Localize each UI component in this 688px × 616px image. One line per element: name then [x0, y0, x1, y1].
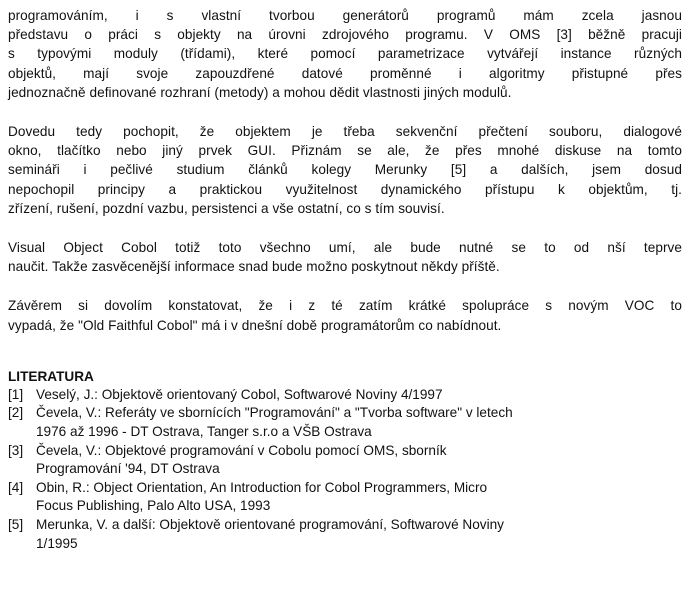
text-line: jednoznačně definované rozhraní (metody) a mohou dědit vlastnosti jiných modulů.: [8, 84, 512, 100]
reference-text-continued: Focus Publishing, Palo Alto USA, 1993: [36, 498, 271, 514]
paragraph-4: [8, 296, 682, 334]
text-line: programováním, i s vlastní tvorbou generátorů programů mám zcela jasnou: [8, 8, 682, 23]
text-line: okno, tlačítko nebo jiný prvek GUI. Přiznám se ale, že přes mnohé diskuse na tomto: [8, 143, 682, 159]
reference-item: [8, 516, 682, 553]
text-line: zřízení, rušení, pozdní vazbu, persistenci a vše ostatní, co s tím souvisí.: [8, 200, 445, 216]
reference-text-continued: 1/1995: [36, 535, 78, 551]
reference-number: [1]: [8, 386, 24, 402]
paragraph-spacer: [8, 276, 682, 296]
text-line: Závěrem si dovolím konstatovat, že i z té zatím krátké spolupráce s novým VOC to: [8, 298, 682, 314]
text-line: představu o práci s objekty na úrovni zdrojového programu. V OMS [3] běžně pracuji: [8, 27, 682, 43]
text-line: Dovedu tedy pochopit, že objektem je třeba sekvenční přečtení souboru, dialogové: [8, 124, 682, 140]
text-line: vypadá, že "Old Faithful Cobol" má i v dnešní době programátorům co nabídnout.: [8, 317, 502, 333]
reference-item: [8, 386, 682, 405]
reference-item: [8, 404, 682, 441]
text-line: Visual Object Cobol totiž toto všechno umí, ale bude nutné se to od nší teprve: [8, 240, 682, 256]
reference-text-continued: Programování '94, DT Ostrava: [36, 461, 220, 477]
reference-text: Veselý, J.: Objektově orientovaný Cobol, Softwarové Noviny 4/1997: [36, 386, 443, 402]
section-spacer: [8, 335, 682, 367]
text-line: s typovými moduly (třídami), které pomocí parametrizace vytvářejí instance různých: [8, 46, 682, 62]
paragraph-spacer: [8, 102, 682, 122]
reference-number: [5]: [8, 517, 24, 532]
reference-text: Obin, R.: Object Orientation, An Introduction for Cobol Programmers, Micro: [36, 479, 488, 495]
text-line: objektů, mají svoje zapouzdřené datové proměnné i algoritmy přistupné přes: [8, 65, 682, 81]
reference-number: [3]: [8, 442, 24, 458]
paragraph-1: [8, 6, 682, 102]
reference-text-continued: 1976 až 1996 - DT Ostrava, Tanger s.r.o a VŠB Ostrava: [36, 424, 372, 440]
text-line: naučit. Takže zasvěcenější informace snad bude možno poskytnout někdy příště.: [8, 259, 500, 275]
reference-number: [4]: [8, 479, 24, 495]
paragraph-2: [8, 122, 682, 218]
reference-item: [8, 442, 682, 479]
reference-text: Merunka, V. a další: Objektově orientované programování, Softwarové Noviny: [36, 517, 504, 532]
reference-text: Čevela, V.: Referáty ve sbornících "Programování" a "Tvorba software" v letech: [36, 405, 513, 421]
literature-heading: LITERATURA: [8, 368, 94, 384]
reference-list: [8, 386, 682, 553]
text-line: semináři i pečlivé studium článků kolegy Merunky [5] a dalších, jsem dosud: [8, 162, 682, 178]
text-line: nepochopil principy a praktickou využitelnost dynamického přístupu k objektům, tj.: [8, 181, 682, 197]
reference-number: [2]: [8, 405, 24, 421]
paragraph-3: [8, 238, 682, 276]
reference-text: Čevela, V.: Objektové programování v Cobolu pomocí OMS, sborník: [36, 442, 447, 458]
paragraph-spacer: [8, 218, 682, 238]
reference-item: [8, 479, 682, 516]
